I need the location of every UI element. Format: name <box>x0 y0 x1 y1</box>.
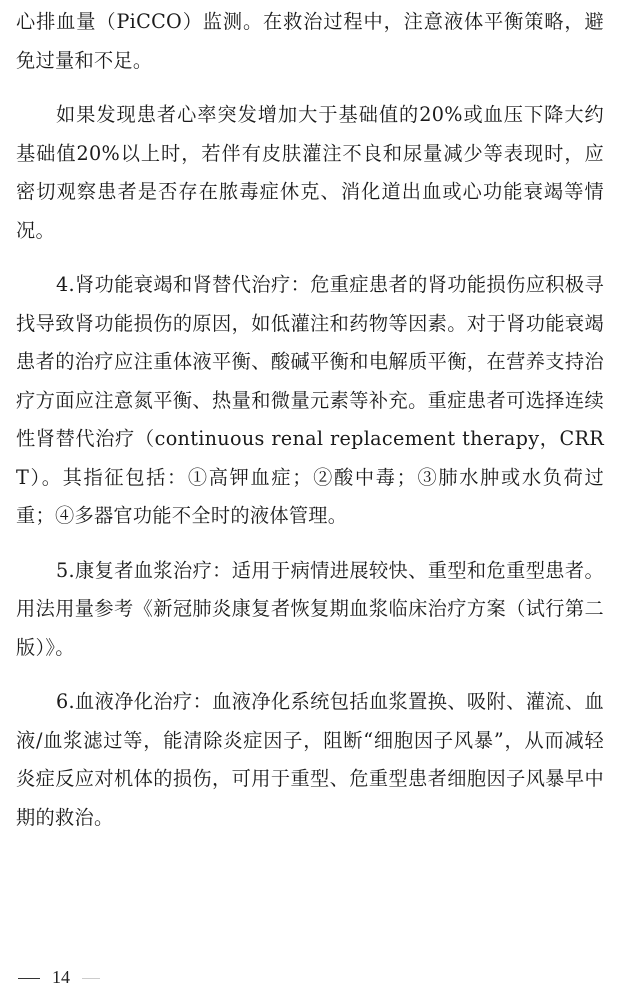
footer-right-dash <box>82 978 100 979</box>
paragraph-picco-monitoring: 心排血量（PiCCO）监测。在救治过程中，注意液体平衡策略，避免过量和不足。 <box>16 10 604 72</box>
paragraph-gap <box>16 536 604 552</box>
document-page <box>16 0 604 837</box>
footer-left-dash <box>18 978 40 979</box>
paragraph-renal-failure: 4.肾功能衰竭和肾替代治疗：危重症患者的肾功能损伤应积极寻找导致肾功能损伤的原因，如低灌注和药物等因素。对于肾功能衰竭患者的治疗应注重体液平衡、酸碱平衡和电解质平衡，在营养支持治疗方面应注意氮平衡、热量和微量元素等补充。重症患者可选择连续性肾替代治疗（continuous renal replacement therapy，CRRT）。其指征包括：①高钾血症；②酸中毒；③肺水肿或水负荷过重；④多器官功能不全时的液体管理。 <box>16 273 604 527</box>
page-number: 14 <box>52 967 70 987</box>
paragraph-gap <box>16 667 604 683</box>
paragraph-gap <box>16 80 604 96</box>
paragraph-convalescent-plasma: 5.康复者血浆治疗：适用于病情进展较快、重型和危重型患者。用法用量参考《新冠肺炎康复者恢复期血浆临床治疗方案（试行第二版）》。 <box>16 558 604 659</box>
paragraph-gap <box>16 250 604 266</box>
paragraph-blood-purification: 6.血液净化治疗：血液净化系统包括血浆置换、吸附、灌流、血液/血浆滤过等，能清除炎症因子，阻断“细胞因子风暴”，从而减轻炎症反应对机体的损伤，可用于重型、危重型患者细胞因子风暴早中期的救治。 <box>16 690 604 829</box>
paragraph-heart-rate-warning: 如果发现患者心率突发增加大于基础值的20%或血压下降大约基础值20%以上时，若伴有皮肤灌注不良和尿量减少等表现时，应密切观察患者是否存在脓毒症休克、消化道出血或心功能衰竭等情况。 <box>16 103 604 242</box>
page-footer <box>18 965 100 989</box>
